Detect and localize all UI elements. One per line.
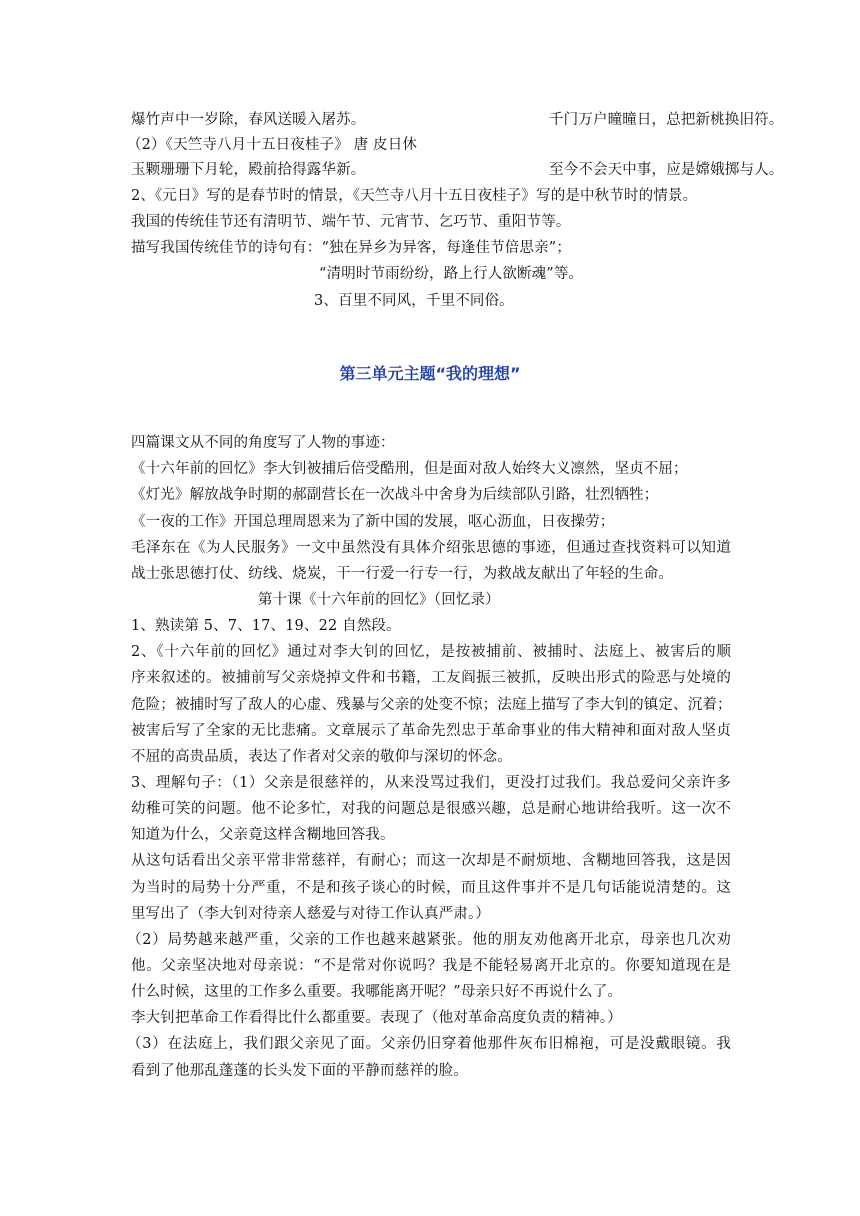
poem-line-1 — [131, 110, 784, 130]
poem-title-2: （2）《天竺寺八月十五日夜桂子》 唐 皮日休 — [127, 137, 417, 153]
lesson-line: （2）局势越来越严重，父亲的工作也越来越紧张。他的朋友劝他离开北京，母亲也几次劝 — [127, 932, 731, 948]
poem-line-3-left: 玉颗珊珊下月轮，殿前拾得露华新。 — [131, 162, 366, 178]
poem-line-3-right: 至今不会天中事，应是嫦娥掷与人。 — [549, 162, 784, 178]
poem-line-1-right: 千门万户曈曈日，总把新桃换旧符。 — [549, 112, 784, 128]
intro-line: 《十六年前的回忆》李大钊被捕后倍受酷刑，但是面对敌人始终大义凛然，坚贞不屈； — [131, 461, 688, 477]
intro-line: 战士张思德打仗、纺线、烧炭，干一行爱一行专一行，为救战友献出了年轻的生命。 — [131, 566, 674, 582]
intro-line: 《灯光》解放战争时期的郝副营长在一次战斗中舍身为后续部队引路，壮烈牺牲； — [131, 487, 659, 503]
text-line: 描写我国传统佳节的诗句有：“独在异乡为异客，每逢佳节倍思亲”； — [131, 240, 571, 256]
lesson-line: 危险；被捕时写了敌人的心虚、残暴与父亲的处变不惊；法庭上描写了李大钊的镇定、沉着； — [131, 697, 732, 713]
lesson-line: 2、《十六年前的回忆》通过对李大钊的回忆，是按被捕前、被捕时、法庭上、被害后的顺 — [131, 644, 731, 660]
lesson-line: 被害后写了全家的无比悲痛。文章展示了革命先烈忠于革命事业的伟大精神和面对敌人坚贞 — [131, 723, 731, 739]
lesson-line: 3、理解句子：（1）父亲是很慈祥的，从来没骂过我们，更没打过我们。我总爱问父亲许多 — [131, 775, 731, 791]
lesson-line: 不屈的高贵品质，表达了作者对父亲的敬仰与深切的怀念。 — [131, 749, 512, 765]
unit-title: 第三单元主题“我的理想” — [339, 364, 521, 383]
lesson-line: 知道为什么，父亲竟这样含糊地回答我。 — [131, 827, 395, 843]
lesson-heading: 第十课《十六年前的回忆》（回忆录） — [258, 592, 500, 608]
lesson-line: 幼稚可笑的问题。他不论多忙，对我的问题总是很感兴趣，总是耐心地讲给我听。这一次不 — [131, 801, 731, 817]
lesson-line: 看到了他那乱蓬蓬的长头发下面的平静而慈祥的脸。 — [131, 1063, 468, 1079]
lesson-line: 1、熟读第 5、7、17、19、22 自然段。 — [131, 618, 401, 634]
lesson-line: 李大钊把革命工作看得比什么都重要。表现了（他对革命高度负责的精神。） — [131, 1010, 622, 1026]
poem-line-1-left: 爆竹声中一岁除，春风送暖入屠苏。 — [131, 112, 366, 128]
lesson-line: 序来叙述的。被捕前写父亲烧掉文件和书籍，工友阎振三被抓，反映出形式的险恶与处境的 — [131, 670, 731, 686]
poem-line-3 — [131, 160, 784, 180]
lesson-line: 里写出了（李大钊对待亲人慈爱与对待工作认真严肃。） — [131, 906, 490, 922]
intro-line: 毛泽东在《为人民服务》一文中虽然没有具体介绍张思德的事迹，但通过查找资料可以知道 — [131, 540, 731, 556]
text-line: 2、《元日》写的是春节时的情景，《天竺寺八月十五日夜桂子》写的是中秋节时的情景。 — [131, 188, 698, 204]
intro-line: 《一夜的工作》开国总理周恩来为了新中国的发展，呕心沥血，日夜操劳； — [131, 514, 615, 530]
text-line: 3、百里不同风，千里不同俗。 — [314, 293, 514, 309]
lesson-line: 从这句话看出父亲平常非常慈祥，有耐心；而这一次却是不耐烦地、含糊地回答我，这是因 — [131, 853, 731, 869]
lesson-line: （3）在法庭上，我们跟父亲见了面。父亲仍旧穿着他那件灰布旧棉袍，可是没戴眼镜。我 — [127, 1036, 731, 1052]
text-line: “清明时节雨纷纷，路上行人欲断魂”等。 — [319, 266, 584, 282]
lesson-line: 为当时的局势十分严重，不是和孩子谈心的时候，而且这件事并不是几句话能说清楚的。这 — [131, 880, 731, 896]
lesson-line: 他。父亲坚决地对母亲说：“不是常对你说吗？我是不能轻易离开北京的。你要知道现在是 — [131, 958, 731, 974]
lesson-line: 什么时候，这里的工作多么重要。我哪能离开呢？”母亲只好不再说什么了。 — [131, 984, 623, 1000]
text-line: 我国的传统佳节还有清明节、端午节、元宵节、乞巧节、重阳节等。 — [131, 214, 571, 230]
intro-line: 四篇课文从不同的角度写了人物的事迹： — [131, 435, 395, 451]
